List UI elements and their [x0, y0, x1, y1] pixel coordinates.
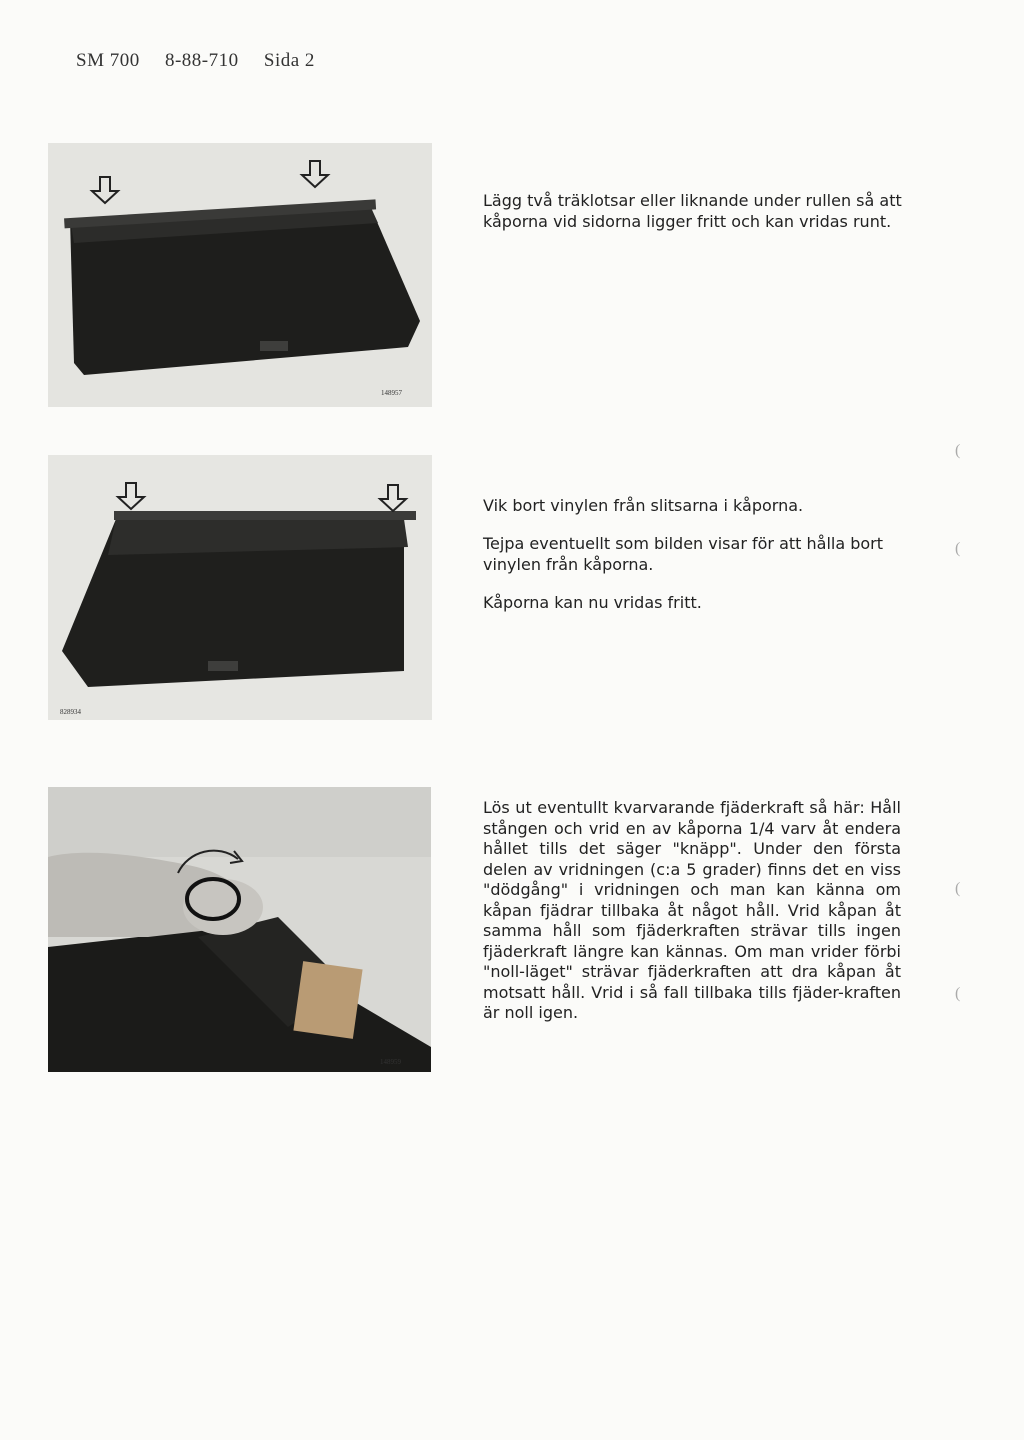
instruction-paragraph: Tejpa eventuellt som bilden visar för att hålla bort vinylen från kåporna.: [483, 534, 884, 574]
cover-illustration: [48, 143, 432, 407]
instruction-paragraph: Vik bort vinylen från slitsarna i kåporna.: [483, 496, 804, 515]
margin-mark: (: [955, 880, 961, 897]
hand-illustration: [48, 787, 431, 1072]
margin-mark: (: [955, 985, 961, 1002]
photo-vinyl-folded: [48, 455, 432, 720]
instruction-paragraph: Lägg två träklotsar eller liknande under rullen så att kåporna vid sidorna ligger fritt och kan vridas runt.: [483, 191, 902, 231]
photo-code: 148959: [380, 1058, 401, 1066]
photo-cover-on-blocks: [48, 143, 432, 407]
photo-hand-twisting-cap: [48, 787, 431, 1072]
margin-mark: (: [955, 442, 961, 459]
instruction-3: [483, 798, 901, 1041]
photo-code: 148957: [381, 389, 402, 397]
document-number: 8-88-710: [164, 50, 239, 71]
instruction-paragraph: Kåporna kan nu vridas fritt.: [483, 593, 702, 612]
photo-code: 828934: [60, 708, 81, 716]
page-header: [76, 50, 335, 72]
model-number: SM 700: [76, 50, 140, 71]
page-number: Sida 2: [263, 50, 315, 71]
instruction-paragraph: Lös ut eventullt kvarvarande fjäderkraft så här: Håll stången och vrid en av kåporna 1/4 varv åt endera hållet tills det säger "knäpp". Under den första delen av vridningen (c:a 5 grader) finns det en viss "dödgång" i vridningen och man kan känna om kåpan fjädrar tillbaka åt något håll. Vrid kåpan åt samma håll som fjäderkraften strävar tills ingen fjäderkraft längre kan kännas. Om man vrider förbi "noll-läget" strävar fjäderkraften att dra kåpan åt motsatt håll. Vrid i så fall tillbaka tills fjäder-kraften är noll igen.: [483, 798, 901, 1022]
instruction-1: [483, 190, 903, 249]
margin-mark: (: [955, 540, 961, 557]
cover-illustration: [48, 455, 432, 720]
instruction-2: [483, 495, 903, 630]
